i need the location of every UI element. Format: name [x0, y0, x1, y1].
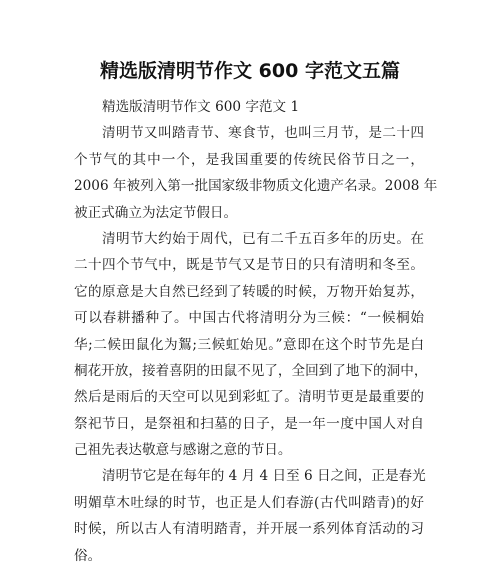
paragraph-1-line-1: 清明节又叫踏青节、寒食节，也叫三月节，是二十四: [102, 125, 424, 142]
paragraph-2-line-3: 它的原意是大自然已经到了转暖的时候，万物开始复苏，: [74, 283, 424, 300]
paragraph-2-line-2: 二十四个节气中，既是节气又是节日的只有清明和冬至。: [74, 257, 424, 274]
document-subtitle: 精选版清明节作文 600 字范文 1: [102, 99, 300, 115]
paragraph-1-line-3: 2006 年被列入第一批国家级非物质文化遗产名录。2008 年: [74, 178, 438, 195]
document-body: [74, 94, 438, 569]
paragraph-2-line-1: 清明节大约始于周代，已有二千五百多年的历史。在: [102, 230, 424, 247]
paragraph-2-line-5: 华;二候田鼠化为鴽;三候虹始见。”意即在这个时节先是白: [74, 336, 424, 353]
paragraph-1-line-4: 被正式确立为法定节假日。: [74, 204, 238, 221]
paragraph-3-line-4: 俗。: [74, 547, 102, 564]
paragraph-3-line-1: 清明节它是在每年的 4 月 4 日至 6 日之间，正是春光: [102, 468, 426, 485]
paragraph-3-line-2: 明媚草木吐绿的时节，也正是人们春游(古代叫踏青)的好: [74, 494, 424, 511]
document-title: 精选版清明节作文 600 字范文五篇: [100, 60, 400, 82]
paragraph-2-line-9: 己祖先表达敬意与感谢之意的节日。: [74, 442, 292, 459]
paragraph-2-line-8: 祭祀节日，是祭祖和扫墓的日子，是一年一度中国人对自: [74, 415, 424, 432]
paragraph-1-line-2: 个节气的其中一个，是我国重要的传统民俗节日之一，: [74, 151, 424, 168]
paragraph-3-line-3: 时候，所以古人有清明踏青，并开展一系列体育活动的习: [74, 521, 424, 538]
paragraph-2-line-7: 然后是雨后的天空可以见到彩虹了。清明节更是最重要的: [74, 389, 424, 406]
paragraph-2-line-6: 桐花开放，接着喜阴的田鼠不见了，全回到了地下的洞中，: [74, 362, 428, 379]
paragraph-2-line-4: 可以春耕播种了。中国古代将清明分为三候：“一候桐始: [74, 310, 424, 327]
